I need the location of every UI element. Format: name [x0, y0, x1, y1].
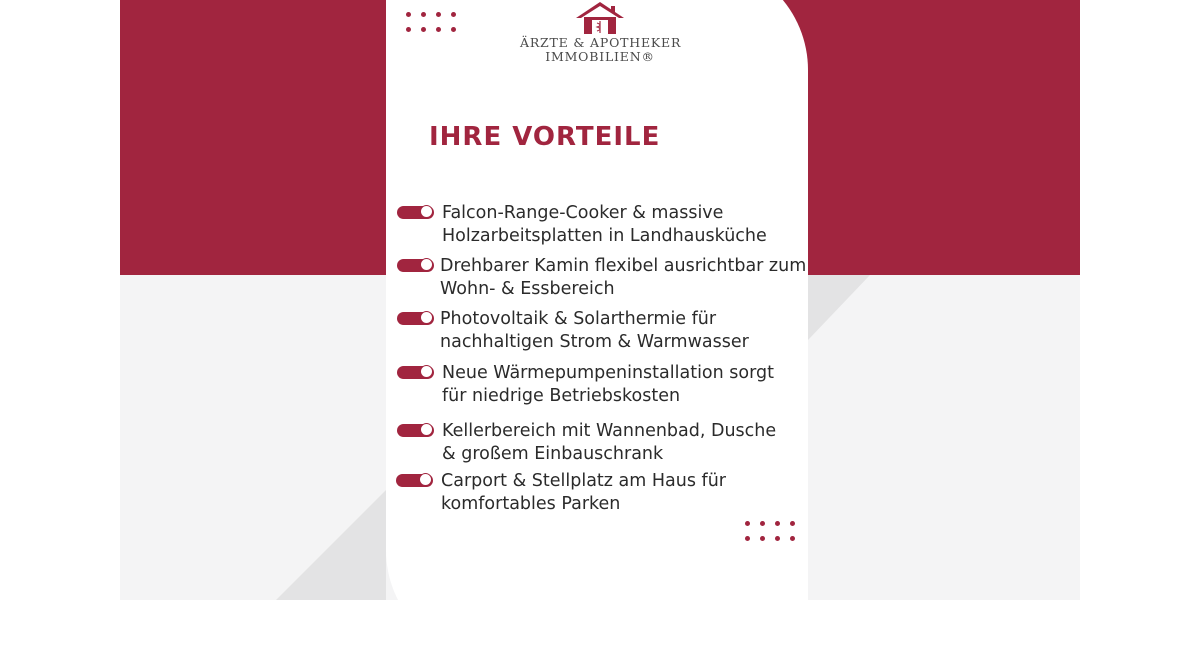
toggle-on-icon: [397, 206, 434, 219]
benefit-text: Kellerbereich mit Wannenbad, Dusche & großem Einbauschrank: [442, 421, 777, 464]
page-title: IHRE VORTEILE: [429, 122, 661, 152]
benefit-text: Neue Wärmepumpeninstallation sorgt für niedrige Betriebskosten: [442, 363, 774, 406]
benefit-item: [397, 308, 749, 354]
toggle-on-icon: [397, 424, 434, 437]
benefit-item: [397, 420, 776, 466]
benefit-item: [397, 255, 806, 301]
benefit-text: Falcon-Range-Cooker & massive Holzarbeitsplatten in Landhausküche: [442, 203, 767, 246]
toggle-on-icon: [397, 312, 434, 325]
brand-name-line1: ÄRZTE & APOTHEKER: [520, 35, 682, 50]
toggle-on-icon: [397, 366, 434, 379]
benefit-item: [397, 202, 767, 248]
benefit-item: [397, 362, 774, 408]
toggle-on-icon: [396, 474, 433, 487]
benefit-text: Carport & Stellplatz am Haus für komfortables Parken: [441, 471, 726, 514]
benefit-item: [396, 470, 726, 516]
brand-name-line2: IMMOBILIEN®: [545, 49, 655, 64]
benefit-text: Drehbarer Kamin flexibel ausrichtbar zum Wohn- & Essbereich: [440, 256, 807, 299]
toggle-on-icon: [397, 259, 434, 272]
benefit-text: Photovoltaik & Solarthermie für nachhaltigen Strom & Warmwasser: [440, 309, 749, 352]
